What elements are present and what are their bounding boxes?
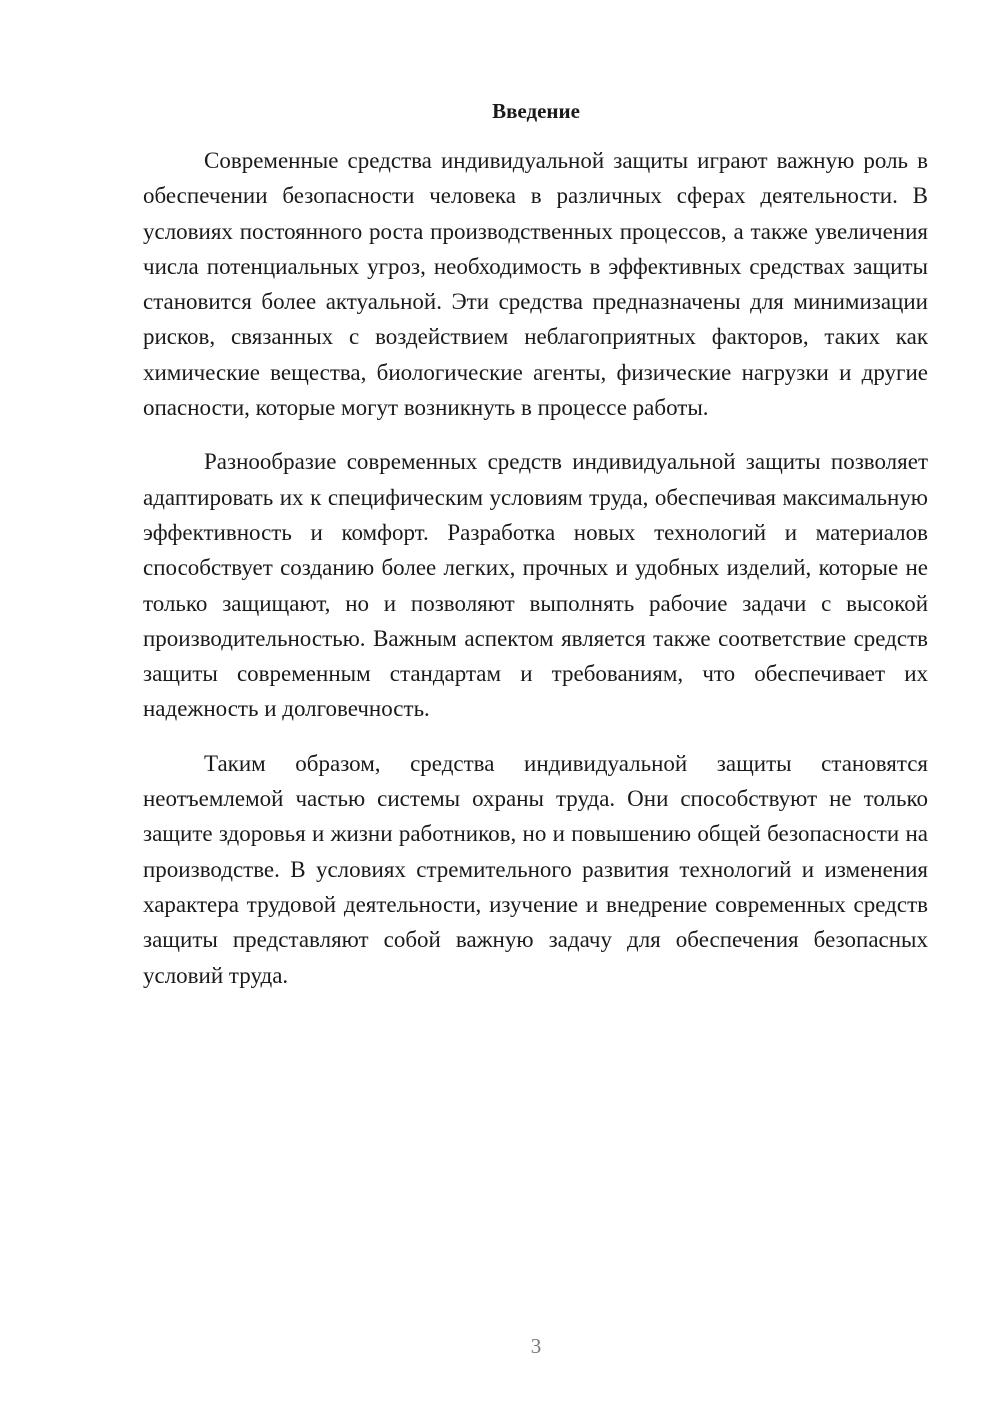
paragraph-2: Разнообразие современных средств индивидуальной защиты позволяет адаптировать их к специфическим условиям труда, обеспечивая максимальную эффективность и комфорт. Разработка новых технологий и материалов способствует созданию более легких, прочных и удобных изделий, которые не только защищают, но и позволяют выполнять рабочие задачи с высокой производительностью. Важным аспектом является также соответствие средств защиты современным стандартам и требованиям, что обеспечивает их надежность и долговечность. [143, 449, 928, 722]
paragraph-1: Современные средства индивидуальной защиты играют важную роль в обеспечении безопасности человека в различных сферах деятельности. В условиях постоянного роста производственных процессов, а также увеличения числа потенциальных угроз, необходимость в эффективных средствах защиты становится более актуальной. Эти средства предназначены для минимизации рисков, связанных с воздействием неблагоприятных факторов, таких как химические вещества, биологические агенты, физические нагрузки и другие опасности, которые могут возникнуть в процессе работы. [143, 148, 928, 421]
page-number: 3 [530, 1334, 542, 1358]
body-text [143, 143, 928, 1012]
section-heading: Введение [492, 99, 580, 123]
paragraph-3: Таким образом, средства индивидуальной защиты становятся неотъемлемой частью системы охраны труда. Они способствуют не только защите здоровья и жизни работников, но и повышению общей безопасности на производстве. В условиях стремительного развития технологий и изменения характера трудовой деятельности, изучение и внедрение современных средств защиты представляют собой важную задачу для обеспечения безопасных условий труда. [143, 750, 928, 988]
